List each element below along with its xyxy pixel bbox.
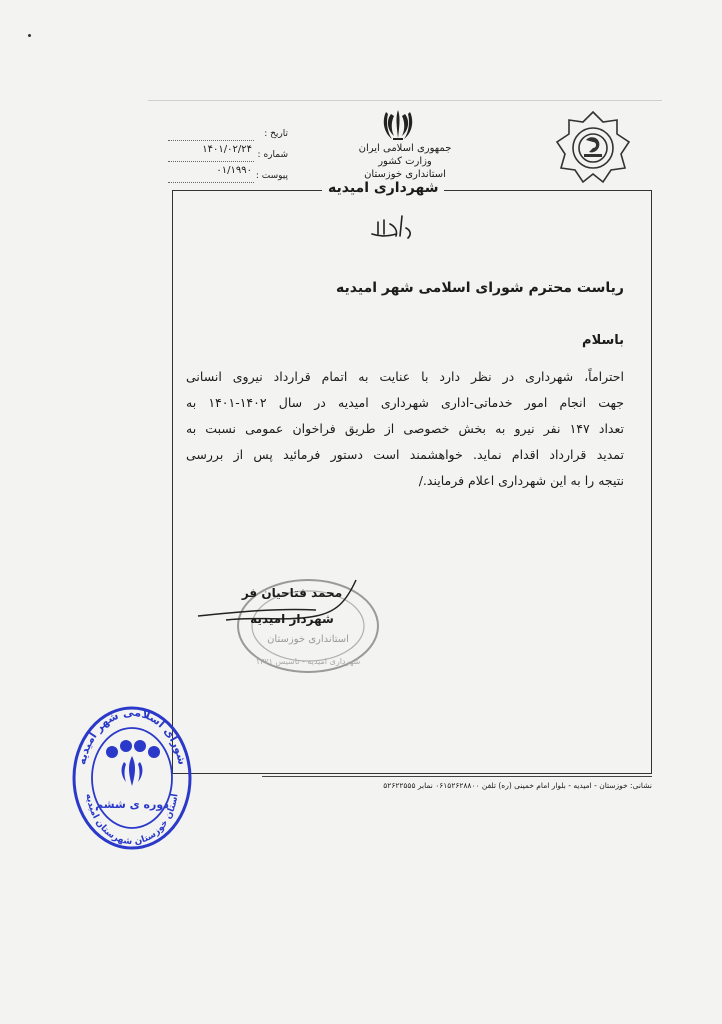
- republic-name: جمهوری اسلامی ایران: [358, 143, 452, 154]
- scan-speck: [28, 34, 31, 37]
- date-label: تاریخ :: [264, 129, 288, 139]
- attachment-value: ۰۱/۱۹۹۰: [216, 165, 252, 176]
- letterhead-text: [300, 142, 510, 181]
- ministry-name: وزارت کشور: [378, 156, 432, 167]
- body-line: تمدید قرارداد اقدام نماید. خواهشمند است دستور فرمائید پس از بررسی: [186, 447, 624, 462]
- signer-name: محمد فتاحیان فر: [241, 586, 343, 600]
- council-stamp: [70, 704, 194, 852]
- iran-emblem-icon: [382, 108, 414, 142]
- number-value: ۱۴۰۱/۰۲/۲۴: [202, 144, 252, 155]
- municipality-logo-icon: [553, 108, 633, 188]
- body-line: تعداد ۱۴۷ نفر نیرو به بخش خصوصی از طریق فراخوان عمومی نسبت به: [186, 421, 624, 436]
- body-line: جهت انجام امور خدماتی-اداری شهرداری امیدیه در سال ۱۴۰۲-۱۴۰۱ به: [186, 395, 624, 410]
- body-line: احتراماً، شهرداری در نظر دارد با عنایت به اتمام قرارداد نیروی انسانی: [186, 369, 624, 384]
- signer-title: شهردار امیدیه: [250, 612, 334, 626]
- header-rule: [148, 100, 662, 101]
- addressee: ریاست محترم شورای اسلامی شهر امیدیه: [336, 280, 624, 296]
- attachment-row: [168, 166, 288, 187]
- governorate-name: استانداری خوزستان: [364, 169, 446, 180]
- body-line: نتیجه را به این شهرداری اعلام فرمایند./: [418, 473, 624, 488]
- council-term-text: دوره ی ششم: [95, 798, 169, 811]
- footer-rule: [262, 776, 652, 777]
- number-label: شماره :: [257, 150, 288, 160]
- footer-address: نشانی: خوزستان - امیدیه - بلوار امام خمینی (ره) تلفن ۰۶۱۵۲۶۲۸۸۰۰ نمابر ۵۲۶۲۲۵۵۵: [383, 781, 652, 790]
- letter-body: [186, 364, 624, 494]
- municipality-stamp-text-1: استانداری خوزستان: [267, 634, 349, 645]
- council-province-text: استان خوزستان شهرستان امیدیه: [83, 792, 181, 848]
- letter-meta: [168, 124, 288, 187]
- greeting: باسلام: [582, 333, 624, 348]
- council-ring-text: شورای اسلامی شهر امیدیه: [75, 705, 189, 766]
- municipality-stamp-text-2: شهرداری امیدیه - تاسیس ۱۳۷۱: [255, 657, 361, 666]
- attachment-label: پیوست :: [255, 171, 288, 181]
- besmeleh-calligraphy-icon: [366, 210, 416, 244]
- organization-title: شهرداری امیدیه: [322, 180, 444, 196]
